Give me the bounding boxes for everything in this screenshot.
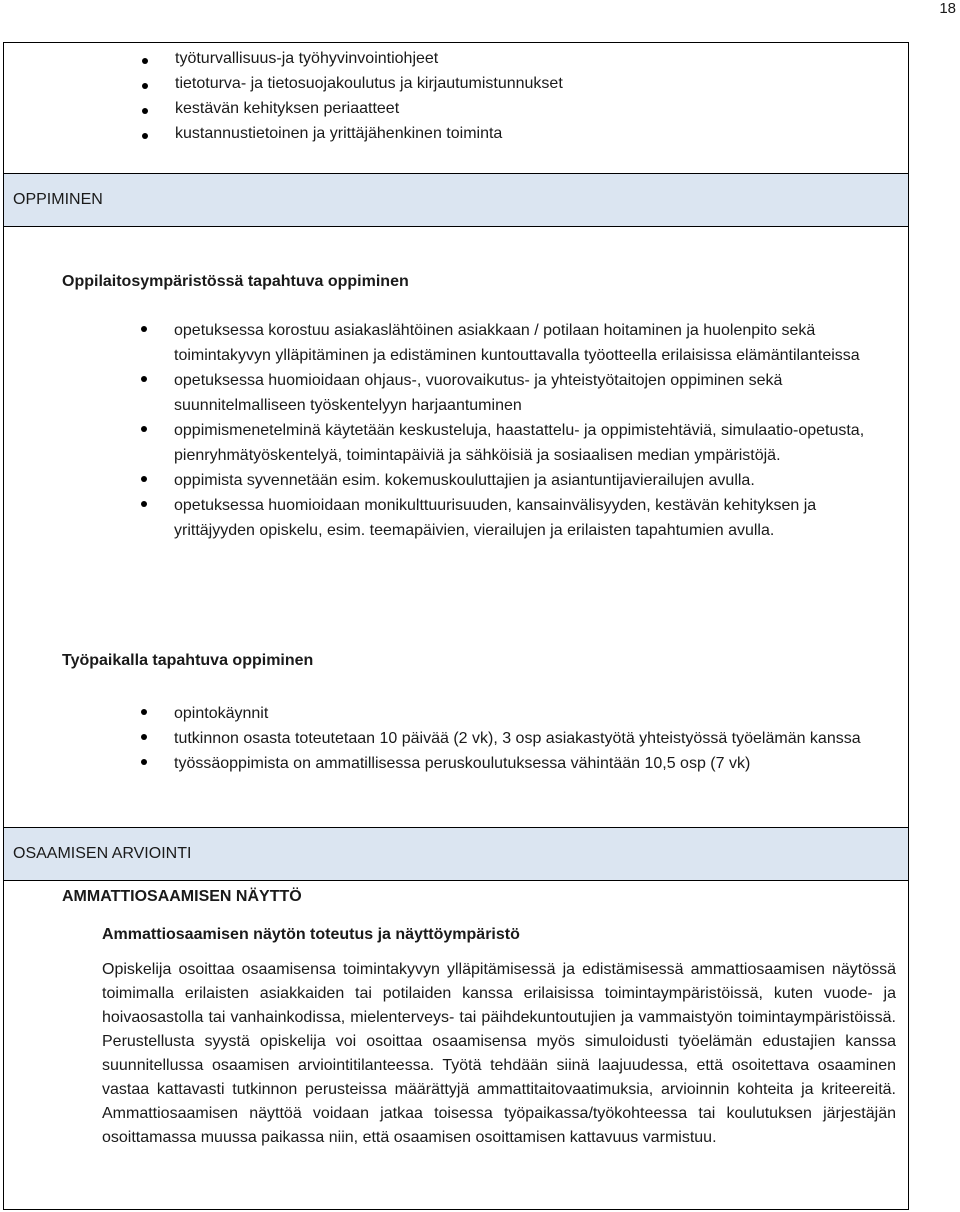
- list-item: kustannustietoinen ja yrittäjähenkinen toiminta: [175, 125, 563, 150]
- list-item: [174, 468, 894, 493]
- list-item: [174, 368, 894, 418]
- bullet-icon: [141, 501, 147, 507]
- nayton-section-title: Ammattiosaamisen näytön toteutus ja näyttöympäristö: [102, 926, 520, 943]
- item-text: oppimista syvennetään esim. kokemuskouluttajien ja asiantuntijavierailujen avulla.: [174, 472, 755, 489]
- oppilaitos-list: [174, 318, 894, 543]
- bullet-icon: [141, 709, 147, 715]
- section-heading-oppiminen: OPPIMINEN: [3, 173, 909, 227]
- bullet-icon: [141, 426, 147, 432]
- oppilaitos-title: Oppilaitosympäristössä tapahtuva oppiminen: [62, 273, 409, 290]
- list-item: [174, 418, 894, 468]
- item-text: työssäoppimista on ammatillisessa peruskoulutuksessa vähintään 10,5 osp (7 vk): [174, 755, 751, 772]
- item-text: oppimismenetelminä käytetään keskusteluja, haastattelu- ja oppimistehtäviä, simulaatio-opetusta, pienryhmätyöskentelyä, toimintapäiviä ja sähköisiä ja sosiaalisen median ympäristöjä.: [174, 422, 865, 464]
- list-item: kestävän kehityksen periaatteet: [175, 100, 563, 125]
- bullet-icon: [141, 376, 147, 382]
- nayton-subheading: AMMATTIOSAAMISEN NÄYTTÖ: [62, 888, 302, 905]
- item-text: opetuksessa korostuu asiakaslähtöinen asiakkaan / potilaan hoitaminen ja huolenpito sekä toimintakyvyn ylläpitäminen ja edistäminen kuntouttavalla työotteella erilaisissa elämäntilanteissa: [174, 322, 860, 364]
- tyopaikka-list: [174, 701, 894, 776]
- item-text: opintokäynnit: [174, 705, 269, 722]
- bullet-icon: [142, 133, 148, 139]
- list-item: [174, 751, 894, 776]
- top-bullet-list: [175, 50, 563, 150]
- nayton-paragraph: Opiskelija osoittaa osaamisensa toimintakyvyn ylläpitämisessä ja edistämisessä ammattiosaamisen näytössä toimimalla erilaisten asiakkaiden tai potilaiden kanssa erilaisissa toimintaympäristöissä, kuten vuode- ja hoivaosastolla tai vanhainkodissa, mielenterveys- tai päihdekuntoutujien ja vammaistyön toimintaympäristöissä. Perustellusta syystä opiskelija voi osoittaa osaamisensa myös simuloidusti työelämän edustajien kanssa suunnitellussa osaamisen arviointitilanteessa. Työtä tehdään siinä laajuudessa, että osoitettava osaaminen vastaa kattavasti tutkinnon perusteissa määrättyjä ammattitaitovaatimuksia, arvioinnin kohteita ja kriteereitä. Ammattiosaamisen näyttöä voidaan jatkaa toisessa työpaikassa/työkohteessa tai koulutuksen järjestäjän osoittamassa muussa paikassa niin, että osaamisen osoittamisen kattavuus varmistuu.: [102, 961, 896, 1146]
- list-item: [174, 726, 894, 751]
- bullet-icon: [142, 58, 148, 64]
- bullet-icon: [142, 108, 148, 114]
- bullet-icon: [141, 326, 147, 332]
- section-heading-arviointi: OSAAMISEN ARVIOINTI: [3, 827, 909, 881]
- list-item: [174, 318, 894, 368]
- item-text: tutkinnon osasta toteutetaan 10 päivää (2 vk), 3 osp asiakastyötä yhteistyössä työelämän kanssa: [174, 730, 861, 747]
- list-item: [174, 701, 894, 726]
- list-item: [174, 493, 894, 543]
- tyopaikka-title: Työpaikalla tapahtuva oppiminen: [62, 652, 314, 669]
- page-number: 18: [939, 0, 956, 17]
- bullet-icon: [141, 734, 147, 740]
- list-item: tietoturva- ja tietosuojakoulutus ja kirjautumistunnukset: [175, 75, 563, 100]
- item-text: opetuksessa huomioidaan ohjaus-, vuorovaikutus- ja yhteistyötaitojen oppiminen sekä suunnitelmalliseen työskentelyyn harjaantuminen: [174, 372, 783, 414]
- bullet-icon: [141, 759, 147, 765]
- list-item: työturvallisuus-ja työhyvinvointiohjeet: [175, 50, 563, 75]
- bullet-icon: [142, 83, 148, 89]
- item-text: opetuksessa huomioidaan monikulttuurisuuden, kansainvälisyyden, kestävän kehityksen ja yrittäjyyden opiskelu, esim. teemapäivien, vierailujen ja erilaisten tapahtumien avulla.: [174, 497, 817, 539]
- top-section-box: [3, 42, 909, 174]
- bullet-icon: [141, 476, 147, 482]
